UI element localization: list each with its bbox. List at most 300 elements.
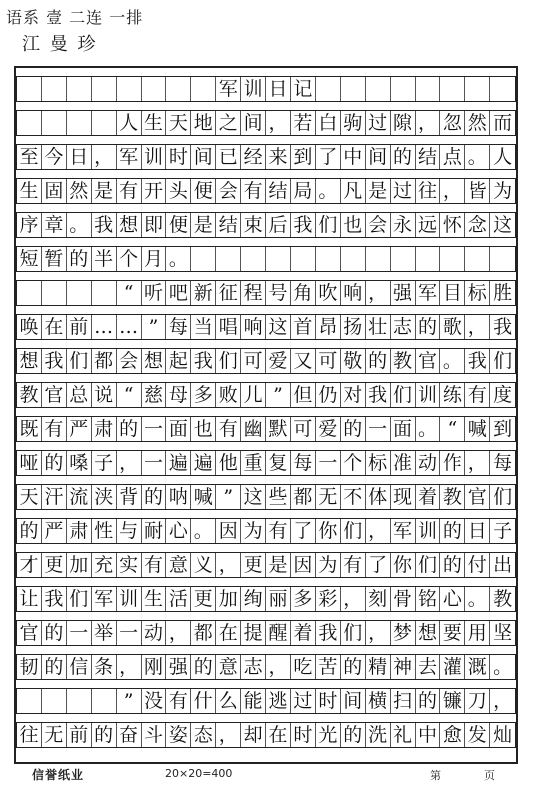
grid-cell: 志 (391, 315, 416, 339)
grid-cell (42, 689, 67, 713)
grid-cell: 肃 (67, 519, 92, 543)
grid-cell: 首 (291, 315, 316, 339)
grid-cell: 面 (391, 417, 416, 441)
grid-cell: 的 (440, 519, 465, 543)
grid-cell: 的 (42, 621, 67, 645)
grid-cell (216, 247, 241, 271)
grid-cell: 皆 (465, 179, 490, 203)
grid-cell: 度 (493, 384, 513, 406)
grid-cell: 半 (92, 247, 117, 271)
student-name: 江 曼 珍 (22, 34, 98, 55)
grid-cell: 章 (42, 213, 67, 237)
grid-cell: 多 (191, 383, 216, 407)
grid-cell: 面 (166, 417, 191, 441)
grid-cell: ” (266, 383, 291, 407)
grid-cell: 了 (366, 553, 391, 577)
grid-cell: 呐 (166, 485, 191, 509)
grid-cell: 响 (341, 281, 366, 305)
grid-cell (67, 111, 92, 135)
grid-cell (416, 77, 441, 101)
grid-cell: ， (366, 281, 391, 305)
grid-cell: 着 (416, 485, 441, 509)
grid-cell: 们 (493, 350, 513, 372)
grid-cell: 间 (241, 111, 266, 135)
grid-cell: 在 (42, 315, 67, 339)
grid-cell: 固 (42, 179, 67, 203)
grid-cell: 我 (316, 621, 341, 645)
grid-cell: 官 (416, 349, 441, 373)
grid-cell: 耐 (142, 519, 167, 543)
grid-cell: 们 (391, 383, 416, 407)
grid-cell: 神 (391, 655, 416, 679)
grid-cell: 。 (440, 349, 465, 373)
grid-cell (67, 689, 92, 713)
grid-cell (490, 247, 515, 271)
grid-cell: 要 (440, 621, 465, 645)
grid-cell: “ (440, 417, 465, 441)
grid-cell: “ (117, 383, 142, 407)
grid-cell: 角 (291, 281, 316, 305)
grid-cell: 么 (216, 689, 241, 713)
grid-cell: 结 (266, 179, 291, 203)
grid-cell: 遍 (166, 451, 191, 475)
grid-cell: 壮 (366, 315, 391, 339)
grid-cell: 多 (291, 587, 316, 611)
page-label: 第 (430, 769, 441, 782)
grid-cell: 练 (440, 383, 465, 407)
grid-cell: 慈 (142, 383, 167, 407)
grid-cell: 态 (191, 723, 216, 747)
grid-cell (92, 281, 117, 305)
grid-cell: 了 (316, 145, 341, 169)
grid-cell (440, 77, 465, 101)
grid-cell: 新 (191, 281, 216, 305)
grid-cell: 凡 (341, 179, 366, 203)
grid-cell: 都 (291, 485, 316, 509)
grid-cell (241, 247, 266, 271)
grid-cell: 更 (241, 553, 266, 577)
grid-cell: ” (216, 485, 241, 509)
grid-cell: 每 (291, 451, 316, 475)
grid-cell: 对 (341, 383, 366, 407)
grid-cell: 可 (291, 417, 316, 441)
grid-cell: ， (341, 587, 366, 611)
grid-cell: 然 (67, 179, 92, 203)
manuscript-row (16, 178, 516, 204)
grid-cell: 天 (166, 111, 191, 135)
grid-cell: “ (117, 281, 142, 305)
grid-cell: 是 (191, 213, 216, 237)
manuscript-row (16, 450, 516, 476)
grid-cell: 军 (216, 77, 241, 101)
grid-cell: 官 (17, 621, 42, 645)
grid-cell (341, 77, 366, 101)
grid-cell: 志 (241, 655, 266, 679)
grid-cell: 加 (67, 553, 92, 577)
grid-cell: 也 (191, 417, 216, 441)
grid-cell: 绚 (241, 587, 266, 611)
grid-cell: 军 (92, 587, 117, 611)
grid-cell: 都 (92, 349, 117, 373)
grid-cell: 白 (316, 111, 341, 135)
grid-cell: 溉 (465, 655, 490, 679)
paper-brand: 信誉纸业 (32, 768, 85, 782)
grid-cell: 们 (341, 519, 366, 543)
grid-cell: 信 (67, 655, 92, 679)
grid-cell: 现 (391, 485, 416, 509)
grid-cell: 征 (216, 281, 241, 305)
grid-cell: 们 (416, 553, 441, 577)
grid-cell: 哑 (17, 451, 42, 475)
grid-cell: 为 (493, 180, 513, 202)
grid-cell: 醒 (266, 621, 291, 645)
grid-cell: 驹 (341, 111, 366, 135)
grid-cell: 训 (416, 383, 441, 407)
grid-cell: 生 (142, 111, 167, 135)
grid-cell: 总 (67, 383, 92, 407)
grid-cell: 开 (142, 179, 167, 203)
grid-cell: 。 (465, 587, 490, 611)
grid-cell: ， (216, 553, 241, 577)
grid-cell: 光 (316, 723, 341, 747)
grid-cell: 败 (216, 383, 241, 407)
grid-cell: 彩 (316, 587, 341, 611)
grid-cell: 吹 (316, 281, 341, 305)
grid-cell: 束 (241, 213, 266, 237)
grid-cell: 而 (493, 112, 513, 134)
grid-cell: 军 (416, 281, 441, 305)
manuscript-row (16, 110, 516, 136)
grid-cell: 是 (366, 179, 391, 203)
grid-cell: ” (117, 689, 142, 713)
manuscript-row (16, 144, 516, 170)
grid-cell (17, 77, 42, 101)
grid-cell: 然 (465, 111, 490, 135)
grid-cell: 想 (142, 349, 167, 373)
grid-cell: 你 (316, 519, 341, 543)
grid-cell: 这 (241, 485, 266, 509)
grid-cell: 后 (266, 213, 291, 237)
grid-cell: 我 (366, 383, 391, 407)
grid-cell: 标 (465, 281, 490, 305)
grid-cell: 的 (341, 655, 366, 679)
grid-cell (92, 111, 117, 135)
grid-cell: 是 (92, 179, 117, 203)
grid-cell: 号 (266, 281, 291, 305)
grid-cell: ， (166, 621, 191, 645)
grid-cell: 重 (241, 451, 266, 475)
grid-cell: 的 (416, 315, 441, 339)
grid-cell (366, 247, 391, 271)
grid-cell: 在 (266, 723, 291, 747)
grid-cell: 教 (17, 383, 42, 407)
manuscript-row (16, 654, 516, 680)
grid-cell: 若 (291, 111, 316, 135)
grid-cell: 至 (17, 145, 42, 169)
grid-cell: 时 (166, 145, 191, 169)
grid-cell: 一 (142, 451, 167, 475)
grid-cell: 充 (92, 553, 117, 577)
grid-cell: 意 (166, 553, 191, 577)
grid-cell: 提 (241, 621, 266, 645)
grid-cell: 目 (440, 281, 465, 305)
grid-cell: 往 (416, 179, 441, 203)
grid-cell: 仍 (316, 383, 341, 407)
grid-cell: 有 (266, 519, 291, 543)
grid-cell: 军 (391, 519, 416, 543)
grid-cell: 喊 (191, 485, 216, 509)
grid-cell (42, 77, 67, 101)
grid-cell: ， (117, 655, 142, 679)
grid-cell: 更 (42, 553, 67, 577)
grid-cell: 隙 (391, 111, 416, 135)
grid-cell (142, 77, 167, 101)
grid-cell: 刚 (142, 655, 167, 679)
grid-cell: ， (465, 315, 490, 339)
grid-cell: 一 (67, 621, 92, 645)
grid-cell: ， (266, 111, 291, 135)
grid-cell: 与 (117, 519, 142, 543)
grid-cell: 当 (191, 315, 216, 339)
grid-cell: 遍 (191, 451, 216, 475)
grid-cell (416, 247, 441, 271)
grid-cell: ， (493, 690, 513, 712)
grid-cell: 的 (117, 417, 142, 441)
grid-cell: 去 (416, 655, 441, 679)
grid-cell: 严 (42, 519, 67, 543)
grid-cell (92, 689, 117, 713)
grid-cell: 前 (67, 315, 92, 339)
grid-cell: 序 (17, 213, 42, 237)
grid-cell (316, 77, 341, 101)
grid-cell: 念 (465, 213, 490, 237)
grid-cell: 因 (291, 553, 316, 577)
grid-cell: 想 (117, 213, 142, 237)
grid-cell (341, 247, 366, 271)
grid-cell: 为 (241, 519, 266, 543)
grid-cell: 官 (42, 383, 67, 407)
grid-cell: 子 (493, 520, 513, 542)
grid-cell: 体 (366, 485, 391, 509)
grid-cell: 。 (67, 213, 92, 237)
grid-cell: 昂 (316, 315, 341, 339)
grid-cell (391, 247, 416, 271)
grid-cell: ， (216, 723, 241, 747)
grid-cell: ” (142, 315, 167, 339)
grid-cell (17, 111, 42, 135)
manuscript-row (16, 314, 516, 340)
manuscript-row (16, 76, 516, 102)
grid-cell: 灌 (440, 655, 465, 679)
manuscript-row (16, 722, 516, 748)
grid-cell: 中 (341, 145, 366, 169)
grid-cell (316, 247, 341, 271)
grid-cell: 远 (416, 213, 441, 237)
grid-cell: 会 (366, 213, 391, 237)
grid-cell: 动 (416, 451, 441, 475)
grid-cell: 的 (191, 655, 216, 679)
grid-cell: 生 (17, 179, 42, 203)
grid-cell: 每 (166, 315, 191, 339)
grid-cell (17, 689, 42, 713)
grid-cell: 起 (166, 349, 191, 373)
grid-cell: 忽 (440, 111, 465, 135)
grid-cell: 意 (216, 655, 241, 679)
grid-cell: 训 (117, 587, 142, 611)
grid-cell: 出 (493, 554, 513, 576)
grid-cell: 往 (17, 723, 42, 747)
grid-cell: 让 (17, 587, 42, 611)
grid-cell (191, 247, 216, 271)
grid-cell: 在 (216, 621, 241, 645)
grid-spec: 20×20=400 (165, 767, 233, 780)
grid-cell: 心 (166, 519, 191, 543)
grid-cell: 便 (191, 179, 216, 203)
grid-cell: 的 (341, 417, 366, 441)
grid-cell: 的 (341, 723, 366, 747)
grid-cell: 唱 (216, 315, 241, 339)
grid-cell: 一 (316, 451, 341, 475)
grid-cell (291, 247, 316, 271)
manuscript-grid (16, 76, 516, 760)
grid-cell: 会 (216, 179, 241, 203)
grid-cell: 了 (291, 519, 316, 543)
grid-cell: 吃 (291, 655, 316, 679)
grid-cell: 都 (191, 621, 216, 645)
grid-cell: 无 (316, 485, 341, 509)
grid-cell: 付 (465, 553, 490, 577)
grid-cell: 因 (216, 519, 241, 543)
grid-cell: 精 (366, 655, 391, 679)
grid-cell: 的 (42, 655, 67, 679)
grid-cell: 怀 (440, 213, 465, 237)
grid-cell: 吧 (166, 281, 191, 305)
manuscript-row (16, 552, 516, 578)
grid-cell (465, 77, 490, 101)
grid-cell: ， (117, 451, 142, 475)
grid-cell: 天 (17, 485, 42, 509)
grid-cell: 洗 (366, 723, 391, 747)
grid-cell: 教 (391, 349, 416, 373)
grid-cell: 刻 (366, 587, 391, 611)
grid-cell: 嗓 (67, 451, 92, 475)
grid-cell: 韧 (17, 655, 42, 679)
grid-cell: 听 (142, 281, 167, 305)
grid-cell: 人 (117, 111, 142, 135)
grid-cell: 即 (142, 213, 167, 237)
grid-cell: 训 (241, 77, 266, 101)
grid-cell: ， (266, 655, 291, 679)
grid-cell: 有 (465, 383, 490, 407)
grid-cell: 的 (440, 553, 465, 577)
grid-cell (17, 281, 42, 305)
grid-cell: 这 (493, 214, 513, 236)
grid-cell: 着 (291, 621, 316, 645)
grid-cell: 们 (67, 349, 92, 373)
grid-cell (92, 77, 117, 101)
grid-cell: 日 (67, 145, 92, 169)
grid-cell (166, 77, 191, 101)
grid-cell: 的 (416, 689, 441, 713)
grid-cell: 铭 (416, 587, 441, 611)
grid-cell: 日 (266, 77, 291, 101)
grid-cell: 不 (341, 485, 366, 509)
grid-cell: 。 (416, 417, 441, 441)
grid-cell: 有 (241, 179, 266, 203)
grid-cell: 子 (92, 451, 117, 475)
grid-cell: 扬 (341, 315, 366, 339)
grid-cell: 我 (42, 587, 67, 611)
grid-cell (266, 247, 291, 271)
grid-cell: 扫 (391, 689, 416, 713)
grid-cell (67, 281, 92, 305)
grid-cell: 苦 (316, 655, 341, 679)
grid-cell: 坚 (493, 622, 513, 644)
grid-cell: 才 (17, 553, 42, 577)
grid-cell: 心 (440, 587, 465, 611)
grid-cell: 我 (465, 349, 490, 373)
grid-cell: 中 (416, 723, 441, 747)
grid-cell: 的 (366, 349, 391, 373)
grid-cell: 暂 (42, 247, 67, 271)
grid-cell: 幽 (241, 417, 266, 441)
grid-cell: 愈 (440, 723, 465, 747)
grid-cell: 能 (241, 689, 266, 713)
grid-cell: 们 (493, 486, 513, 508)
grid-cell: 但 (291, 383, 316, 407)
grid-cell: 们 (67, 587, 92, 611)
grid-cell: 举 (92, 621, 117, 645)
grid-cell: 作 (440, 451, 465, 475)
grid-cell: 今 (42, 145, 67, 169)
grid-cell: 肃 (92, 417, 117, 441)
grid-cell: 短 (17, 247, 42, 271)
grid-cell: 一 (142, 417, 167, 441)
grid-cell: 前 (67, 723, 92, 747)
grid-cell: 为 (316, 553, 341, 577)
grid-cell: ， (366, 519, 391, 543)
grid-cell: 流 (67, 485, 92, 509)
grid-cell: 月 (142, 247, 167, 271)
grid-cell (42, 281, 67, 305)
grid-cell: 儿 (241, 383, 266, 407)
grid-cell: 教 (440, 485, 465, 509)
grid-cell: 的 (391, 145, 416, 169)
grid-cell: 结 (216, 213, 241, 237)
grid-cell: 逃 (266, 689, 291, 713)
grid-cell: 记 (291, 77, 316, 101)
grid-cell: 想 (17, 349, 42, 373)
page-unit: 页 (484, 769, 495, 782)
grid-cell: 有 (166, 689, 191, 713)
grid-cell: 有 (341, 553, 366, 577)
grid-cell: 爱 (266, 349, 291, 373)
grid-cell: 已 (216, 145, 241, 169)
grid-cell: 头 (166, 179, 191, 203)
grid-cell: 姿 (166, 723, 191, 747)
grid-cell: 们 (216, 349, 241, 373)
grid-cell: 说 (92, 383, 117, 407)
manuscript-row (16, 688, 516, 714)
grid-cell: … (92, 315, 117, 339)
grid-cell: 点 (440, 145, 465, 169)
grid-cell: 个 (117, 247, 142, 271)
grid-cell: 条 (92, 655, 117, 679)
grid-cell: 训 (142, 145, 167, 169)
grid-cell: 的 (42, 451, 67, 475)
grid-cell: 官 (465, 485, 490, 509)
manuscript-row (16, 518, 516, 544)
